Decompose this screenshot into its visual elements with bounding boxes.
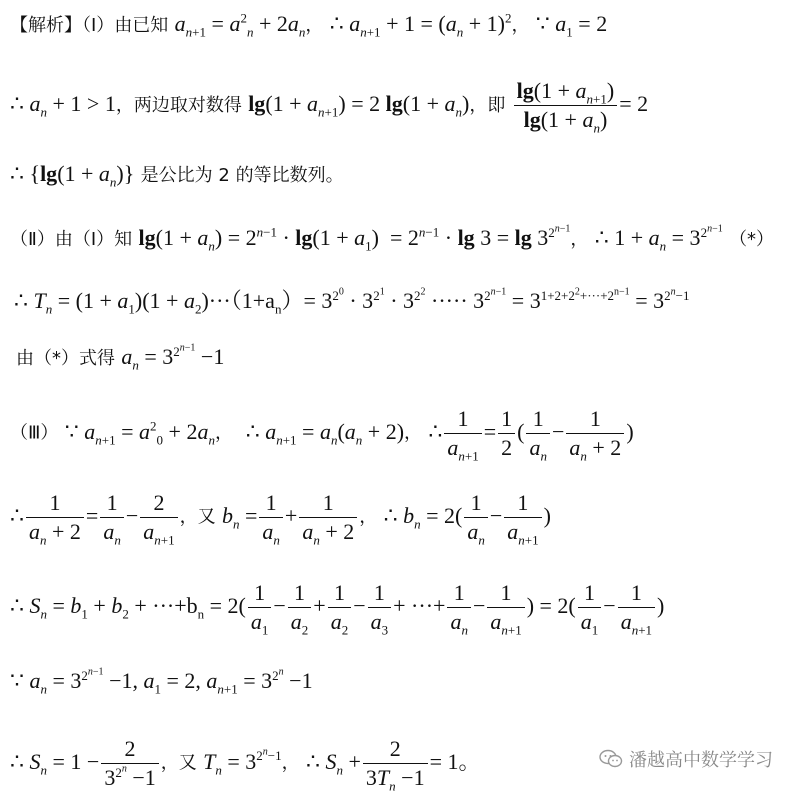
take-log-text: 两边取对数得 (133, 95, 242, 116)
solution-line-4: （Ⅱ）由（Ⅰ）知 $\lg(1 + a_n) = 2^{n-1} \cdot \lg(1 + a_1) = 2^{n-1} \cdot \lg 3 = \lg 3^{2^{n-1}}$， ∴ $1 + a_n = 3^{2^{n-1}}$ （*） (10, 223, 775, 254)
solution-line-8: ∴ $\frac{1}{a_n + 2}$ = $\frac{1}{a_n}$ − $\frac{2}{a_{n+1}}$ ，又 $b_n$ = $\frac{1}{a_n}$ + $\frac{1}{a_n + 2}$ ， ∴ $b_n = 2$( $\frac{1}{a_n}$ − $\frac{1}{a_{n+1}}$ ) (10, 490, 551, 548)
solution-line-3 (10, 161, 344, 190)
square-formula: ∴ $a_{n+1} + 1 = (a_n + 1)^2$ (329, 10, 512, 40)
watermark (599, 746, 773, 772)
log-closed-form: $\lg(1 + a_n) = 2^{n-1} \cdot \lg(1 + a_1) = 2^{n-1} \cdot \lg 3 = \lg 3^{2^{n-1}}$ (138, 223, 571, 254)
also-text-1: 又 (197, 506, 216, 528)
values-formula: ∵ $a_n = 3^{2^{n-1}} -1$, $a_1 = 2$, $a_{n+1} = 3^{2^n} -1$ (10, 666, 313, 697)
also-text-2: 又 (178, 752, 197, 774)
recurrence-restated: ∵ $a_{n+1} = a^2_0 + 2a_n$ (64, 418, 215, 447)
solution-line-10 (10, 666, 313, 697)
log-ratio-fraction: $\frac{\lg(1 + a_{n+1})}{\lg(1 + a_n)}$ (514, 80, 618, 131)
final-identity: ∴ $S_n$ + $\frac{2}{3T_n -1}$ = 1。 (305, 736, 481, 794)
from-part-1-text: 由（Ⅰ）知 (54, 229, 133, 250)
one-plus-an-formula: ∴ $1 + a_n = 3^{2^{n-1}}$ (594, 223, 723, 254)
part-2-label: （Ⅱ） (10, 229, 55, 250)
given-text: 由已知 (114, 15, 169, 36)
solution-header: 【解析】 (10, 15, 82, 36)
partial-fraction-formula: ∴ $\frac{1}{a_n + 2}$ = $\frac{1}{a_n}$ − $\frac{2}{a_{n+1}}$ (10, 503, 180, 528)
part-1-label: （Ⅰ） (82, 15, 115, 36)
positivity-formula: ∴ $a_n + 1 > 1$ (10, 91, 116, 120)
geometric-conclusion: 是公比为 2 的等比数列。 (140, 165, 344, 186)
solution-line-7: （Ⅲ） ∵ $a_{n+1} = a^2_0 + 2a_n$， ∴ $a_{n+1} = a_n(a_n + 2)$， ∴ $\frac{1}{a_{n+1}}$ = $\frac{1}{2}$ ( $\frac{1}{a_n}$ − $\frac{1}{a_n + 2}$ ) (10, 406, 634, 464)
reciprocal-split-formula: ∴ $\frac{1}{a_{n+1}}$ = $\frac{1}{2}$ ( $\frac{1}{a_n}$ − $\frac{1}{a_n + 2}$ ) (428, 406, 634, 464)
bn-telescoping: ∴ $b_n = 2$( $\frac{1}{a_n}$ − $\frac{1}{a_{n+1}}$ ) (383, 490, 551, 548)
solution-line-9 (10, 580, 665, 638)
tn-result: $T_n = 3^{2^n-1}$ (203, 746, 282, 777)
bn-definition: $b_n$ = $\frac{1}{a_n}$ + $\frac{1}{a_n + 2}$ (222, 503, 359, 528)
solution-line-6 (16, 342, 225, 373)
from-star-text: 由（*）式得 (16, 348, 115, 369)
recurrence-formula: $a_{n+1} = a^2_n + 2a_n$ (174, 10, 306, 40)
that-is-text: 即 (487, 95, 506, 116)
log-relation-formula: $\lg(1 + a_{n+1}) = 2$ $\lg(1 + a_n)$ (248, 91, 470, 120)
solution-line-5 (14, 286, 690, 317)
an-closed-form: $a_n = 3^{2^{n-1}} -1$ (121, 342, 225, 373)
log-ratio-value: = 2 (619, 91, 649, 116)
sn-result: ∴ $S_n = 1$ − $\frac{2}{3^{2^n} -1}$ (10, 749, 161, 774)
initial-value-formula: ∵ $a_1 = 2$ (535, 11, 608, 40)
part-3-label: （Ⅲ） (10, 422, 59, 444)
wechat-icon (599, 749, 623, 769)
product-formula: ∴ $T_n = (1 + a_1)(1 + a_2)\cdot\cdot\cdot(1+a_n)= 3^{2^0} \cdot 3^{2^1} \cdot 3^{2^2}$ ····· $3^{2^{n-1}} = 3^{1+2+2^2+\cdot\cdot\cdot+2^{n-1}} = 3^{2^n-1}$ (14, 286, 690, 317)
log-sequence-formula: ∴ $\{\lg(1 + a_n)\}$ (10, 161, 135, 190)
solution-line-11: ∴ $S_n = 1$ − $\frac{2}{3^{2^n} -1}$ ，又 $T_n = 3^{2^n-1}$， ∴ $S_n$ + $\frac{2}{3T_n -1}$ = 1。 (10, 736, 481, 794)
watermark-text: 潘越高中数学学习 (629, 750, 773, 771)
solution-line-2: ∴ $a_n + 1 > 1$，两边取对数得 $\lg(1 + a_{n+1}) = 2$ $\lg(1 + a_n)$，即 $\frac{\lg(1 + a_{n+1})}{\lg(1 + a_n)}$ = 2 (10, 78, 649, 136)
factored-recurrence: ∴ $a_{n+1} = a_n(a_n + 2)$ (245, 418, 405, 447)
sum-formula: ∴ $S_n = b_1 + b_2 + \cdot\cdot\cdot+b_n = 2$( $\frac{1}{a_1}$ − $\frac{1}{a_2}$ + $\frac{1}{a_2}$ − $\frac{1}{a_3}$ + ···+ $\frac{1}{a_n}$ − $\frac{1}{a_{n+1}}$ ) = 2( $\frac{1}{a_1}$ − $\frac{1}{a_{n+1}}$ ) (10, 580, 665, 638)
solution-line-1: 【解析】（Ⅰ）由已知 $a_{n+1} = a^2_n + 2a_n$， ∴ $a_{n+1} + 1 = (a_n + 1)^2$， ∵ $a_1 = 2$ (10, 10, 608, 40)
star-tag: （*） (729, 229, 775, 250)
